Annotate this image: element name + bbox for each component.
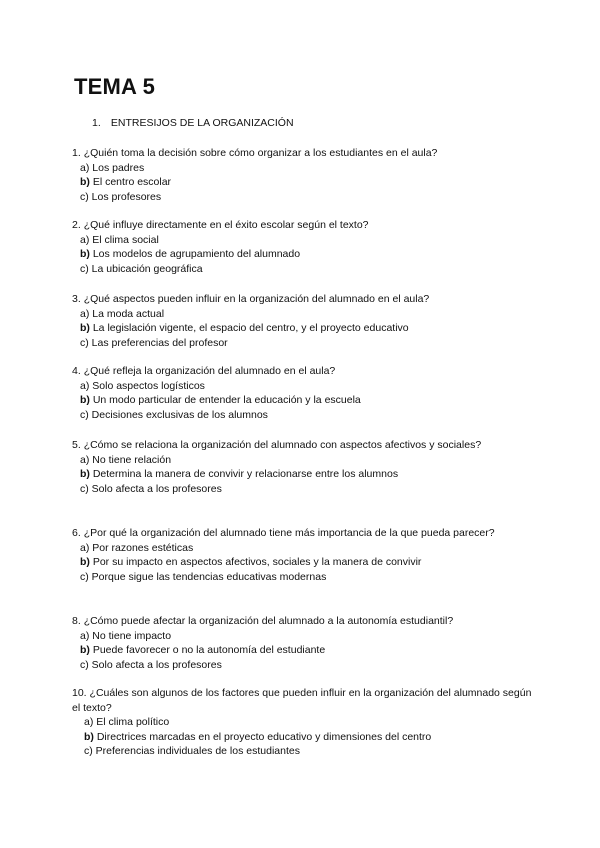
question-text	[72, 614, 542, 629]
question-number: 1.	[72, 147, 81, 159]
option-letter: a)	[80, 629, 90, 642]
section-number: 1.	[92, 117, 101, 129]
question-item	[72, 218, 542, 276]
option-letter: b)	[80, 248, 90, 261]
option-letter: b)	[80, 322, 90, 335]
option-text: La moda actual	[92, 307, 165, 320]
option-text: Preferencias individuales de los estudiantes	[95, 745, 300, 758]
option-letter: b)	[80, 394, 90, 407]
answer-option	[72, 336, 542, 351]
option-letter: c)	[80, 658, 89, 671]
answer-option	[72, 321, 542, 336]
document-title: TEMA 5	[74, 74, 156, 99]
question-item	[72, 292, 542, 350]
option-letter: b)	[80, 556, 90, 569]
option-text: Porque sigue las tendencias educativas modernas	[91, 570, 327, 583]
question-prompt: ¿Cómo se relaciona la organización del alumnado con aspectos afectivos y sociales?	[83, 439, 482, 451]
section-heading	[92, 117, 294, 129]
option-letter: c)	[80, 570, 89, 583]
option-text: Por razones estéticas	[92, 541, 194, 554]
option-text: El clima social	[92, 233, 159, 246]
question-prompt: ¿Qué influye directamente en el éxito escolar según el texto?	[83, 219, 369, 231]
option-letter: c)	[84, 745, 93, 758]
option-text: Las preferencias del profesor	[91, 336, 228, 349]
option-text: El clima político	[96, 716, 170, 729]
answer-option	[72, 161, 542, 176]
option-letter: c)	[80, 408, 89, 421]
option-text: No tiene impacto	[92, 629, 172, 642]
answer-option	[72, 467, 542, 482]
answer-option	[72, 744, 542, 759]
question-text	[72, 146, 542, 161]
question-number: 8.	[72, 615, 81, 627]
question-number: 6.	[72, 527, 81, 539]
question-number: 5.	[72, 439, 81, 451]
question-item	[72, 526, 542, 584]
option-letter: a)	[80, 379, 90, 392]
answer-option	[72, 555, 542, 570]
option-text: El centro escolar	[92, 176, 172, 189]
option-text: Solo afecta a los profesores	[91, 658, 222, 671]
answer-option	[72, 175, 542, 190]
answer-option	[72, 715, 542, 730]
question-text	[72, 526, 542, 541]
answer-option	[72, 233, 542, 248]
option-letter: a)	[84, 716, 94, 729]
option-letter: c)	[80, 190, 89, 203]
answer-option	[72, 658, 542, 673]
option-letter: b)	[80, 468, 90, 481]
question-prompt: ¿Cómo puede afectar la organización del alumnado a la autonomía estudiantil?	[83, 615, 454, 627]
answer-option	[72, 408, 542, 423]
answer-option	[72, 541, 542, 556]
question-prompt: ¿Por qué la organización del alumnado tiene más importancia de la que pueda parecer?	[83, 527, 495, 539]
option-text: Puede favorecer o no la autonomía del estudiante	[92, 644, 326, 657]
option-letter: c)	[80, 336, 89, 349]
question-prompt: ¿Cuáles son algunos de los factores que pueden influir en la organización del alumnado según el texto?	[72, 687, 532, 714]
option-letter: a)	[80, 233, 90, 246]
option-text: Determina la manera de convivir y relacionarse entre los alumnos	[92, 468, 399, 481]
option-text: Los modelos de agrupamiento del alumnado	[92, 248, 301, 261]
option-text: Un modo particular de entender la educación y la escuela	[92, 394, 361, 407]
option-letter: c)	[80, 482, 89, 495]
option-text: Directrices marcadas en el proyecto educativo y dimensiones del centro	[96, 730, 432, 743]
option-text: Solo aspectos logísticos	[92, 379, 205, 392]
answer-option	[72, 730, 542, 745]
question-number: 3.	[72, 293, 81, 305]
answer-option	[72, 629, 542, 644]
section-label: ENTRESIJOS DE LA ORGANIZACIÓN	[110, 117, 294, 129]
answer-option	[72, 453, 542, 468]
option-letter: a)	[80, 453, 90, 466]
answer-option	[72, 379, 542, 394]
option-text: La ubicación geográfica	[91, 262, 203, 275]
option-text: No tiene relación	[92, 453, 172, 466]
question-text	[72, 364, 542, 379]
option-text: Decisiones exclusivas de los alumnos	[91, 408, 268, 421]
option-letter: b)	[80, 644, 90, 657]
option-letter: a)	[80, 307, 90, 320]
answer-option	[72, 570, 542, 585]
question-text	[72, 686, 542, 715]
answer-option	[72, 307, 542, 322]
question-item	[72, 686, 542, 759]
answer-option	[72, 190, 542, 205]
answer-option	[72, 262, 542, 277]
question-item	[72, 364, 542, 422]
option-text: La legislación vigente, el espacio del centro, y el proyecto educativo	[92, 322, 409, 335]
question-item	[72, 438, 542, 496]
question-text	[72, 218, 542, 233]
question-number: 4.	[72, 365, 81, 377]
question-number: 10.	[72, 687, 87, 699]
answer-option	[72, 482, 542, 497]
option-text: Solo afecta a los profesores	[91, 482, 222, 495]
option-text: Los profesores	[91, 190, 162, 203]
question-number: 2.	[72, 219, 81, 231]
answer-option	[72, 247, 542, 262]
option-letter: c)	[80, 262, 89, 275]
question-text	[72, 438, 542, 453]
option-letter: a)	[80, 541, 90, 554]
question-text	[72, 292, 542, 307]
option-letter: b)	[80, 176, 90, 189]
question-prompt: ¿Qué refleja la organización del alumnado en el aula?	[83, 365, 336, 377]
option-text: Por su impacto en aspectos afectivos, sociales y la manera de convivir	[92, 556, 422, 569]
question-item	[72, 614, 542, 672]
answer-option	[72, 393, 542, 408]
option-letter: b)	[84, 730, 94, 743]
question-item	[72, 146, 542, 204]
option-letter: a)	[80, 161, 90, 174]
question-prompt: ¿Quién toma la decisión sobre cómo organizar a los estudiantes en el aula?	[83, 147, 438, 159]
option-text: Los padres	[92, 161, 145, 174]
answer-option	[72, 643, 542, 658]
question-prompt: ¿Qué aspectos pueden influir en la organización del alumnado en el aula?	[83, 293, 430, 305]
